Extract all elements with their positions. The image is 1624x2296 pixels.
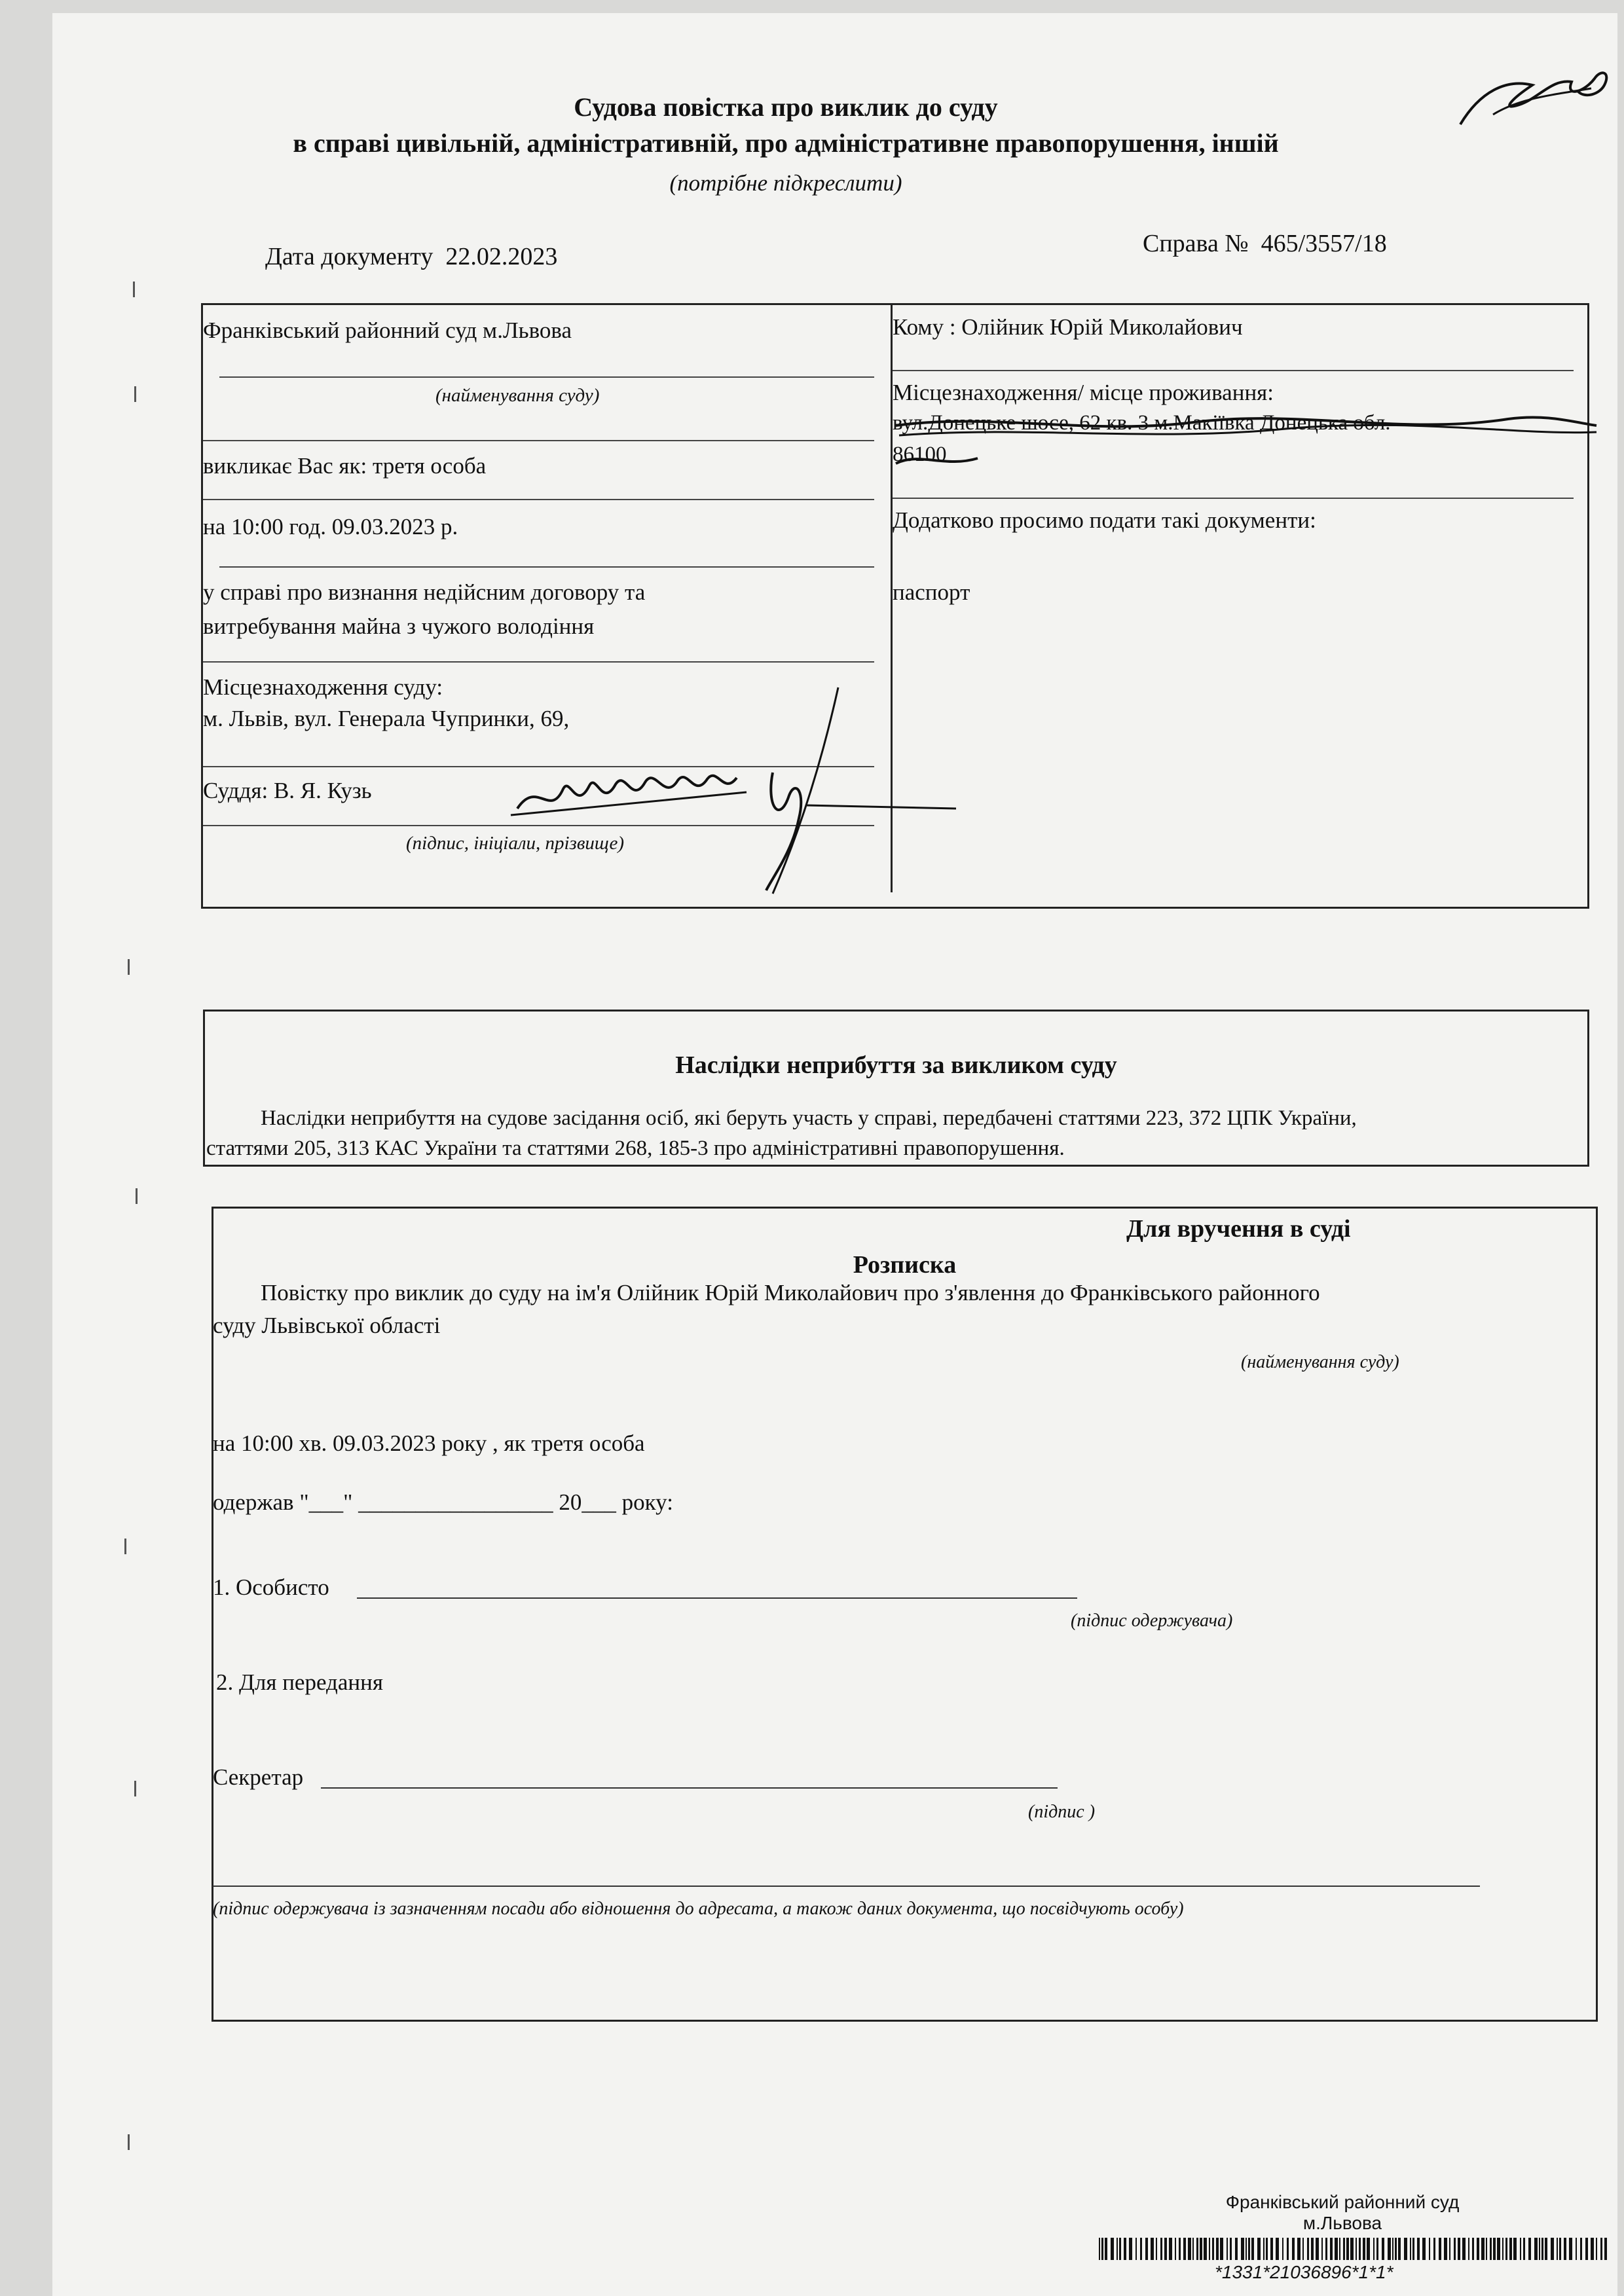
barcode-bar <box>1311 2238 1314 2260</box>
barcode-bar <box>1248 2238 1250 2260</box>
barcode-bar <box>1350 2238 1354 2260</box>
residence-label: Місцезнаходження/ місце проживання: <box>893 380 1274 405</box>
barcode-bar <box>1541 2238 1543 2260</box>
barcode-bar <box>1235 2238 1238 2260</box>
case-label: Справа № <box>1143 230 1249 257</box>
barcode-bar <box>1257 2238 1261 2260</box>
consequences-title: Наслідки неприбуття за викликом суду <box>675 1051 1117 1079</box>
barcode-bar <box>1520 2238 1521 2260</box>
barcode-bar <box>1204 2238 1207 2260</box>
barcode-bar <box>1307 2238 1309 2260</box>
barcode-bar <box>1246 2238 1247 2260</box>
barcode-bar <box>1321 2238 1323 2260</box>
barcode-bar <box>1212 2238 1214 2260</box>
court-name-line <box>219 376 874 378</box>
document-title: Судова повістка про виклик до суду <box>574 92 998 122</box>
margin-mark <box>128 2134 130 2150</box>
barcode-bar <box>1183 2238 1186 2260</box>
barcode-bar <box>1160 2238 1162 2260</box>
barcode-bar <box>1343 2238 1345 2260</box>
barcode-bar <box>1129 2238 1132 2260</box>
barcode-bar <box>1557 2238 1558 2260</box>
separator-line <box>203 661 874 663</box>
barcode-bar <box>1099 2238 1100 2260</box>
residence-address-line1: вул.Донецьке шосе, 62 кв. 3 м.Макіївка Донецька обл. <box>893 411 1391 435</box>
barcode-bar <box>1551 2238 1554 2260</box>
signature-caption: (підпис, ініціали, прізвище) <box>406 833 625 854</box>
barcode-bar <box>1276 2238 1279 2260</box>
barcode-bar <box>1151 2238 1154 2260</box>
barcode-bar <box>1490 2238 1492 2260</box>
receiver-signature-caption: (підпис одержувача із зазначенням посади або відношення до адресата, а також даних документа, що посвідчують особу) <box>213 1899 1184 1919</box>
barcode-bar <box>1330 2238 1333 2260</box>
barcode-bar <box>1417 2238 1420 2260</box>
court-location-value: м. Львів, вул. Генерала Чупринки, 69, <box>203 706 570 731</box>
receipt-text-line1: Повістку про виклик до суду на ім'я Олійник Юрій Миколайович про з'явлення до Франківського районного <box>261 1280 1320 1305</box>
separator-line <box>203 499 874 500</box>
barcode-bar <box>1263 2238 1264 2260</box>
barcode-bar <box>1585 2238 1588 2260</box>
barcode-bar <box>1600 2238 1602 2260</box>
document-page <box>52 13 1617 2296</box>
barcode-bar <box>1395 2238 1397 2260</box>
barcode-bar <box>1227 2238 1228 2260</box>
stamp-court-line1: Франківський районний суд <box>1225 2192 1460 2212</box>
additional-docs-label: Додатково просимо подати такі документи: <box>893 507 1316 533</box>
received-date-line: одержав "___" _________________ 20___ року: <box>213 1489 673 1515</box>
document-subtitle: в справі цивільній, адміністративній, про адміністративне правопорушення, іншій <box>293 128 1279 158</box>
barcode-bar <box>1292 2238 1295 2260</box>
personal-signature-caption: (підпис одержувача) <box>1071 1611 1233 1631</box>
date-value: 22.02.2023 <box>445 243 558 270</box>
consequences-text-line2: статтями 205, 313 КАС України та статтями 268, 185-3 про адміністративні правопорушення. <box>206 1137 1065 1160</box>
barcode-bar <box>1505 2238 1507 2260</box>
barcode-bar <box>1156 2238 1157 2260</box>
barcode-bar <box>1209 2238 1210 2260</box>
barcode-bar <box>1367 2238 1370 2260</box>
residence-address-line2: 86100 <box>893 443 947 466</box>
margin-mark <box>128 959 130 975</box>
barcode-bar <box>1287 2238 1289 2260</box>
additional-docs-value: паспорт <box>893 579 970 605</box>
barcode-bar <box>1477 2238 1479 2260</box>
receipt-court-caption: (найменування суду) <box>1241 1352 1399 1372</box>
case-value: 465/3557/18 <box>1261 230 1387 257</box>
barcode-bar <box>1502 2238 1504 2260</box>
barcode-bar <box>1481 2238 1485 2260</box>
barcode-bar <box>1412 2238 1414 2260</box>
transfer-label: 2. Для передання <box>216 1669 383 1695</box>
barcode-bar <box>1486 2238 1487 2260</box>
barcode-bar <box>1266 2238 1268 2260</box>
separator-line <box>893 498 1574 499</box>
barcode-bar <box>1576 2238 1577 2260</box>
barcode-bar <box>1359 2238 1361 2260</box>
separator-line <box>893 370 1574 371</box>
barcode-bar <box>1111 2238 1114 2260</box>
barcode-bar <box>1241 2238 1244 2260</box>
barcode-bar <box>1569 2238 1572 2260</box>
barcode-bar <box>1439 2238 1441 2260</box>
barcode-bar <box>1316 2238 1319 2260</box>
receipt-text-line2: суду Львівської області <box>213 1313 441 1338</box>
barcode-bar <box>1392 2238 1393 2260</box>
barcode-bar <box>1382 2238 1384 2260</box>
barcode-bar <box>1404 2238 1407 2260</box>
barcode-bar <box>1449 2238 1450 2260</box>
barcode-bar <box>1458 2238 1460 2260</box>
barcode-bar <box>1523 2238 1525 2260</box>
personal-receipt-label: 1. Особисто <box>213 1575 329 1600</box>
barcode-bar <box>1200 2238 1202 2260</box>
barcode-bar <box>1179 2238 1181 2260</box>
barcode-bar <box>1135 2238 1137 2260</box>
secretary-signature-line <box>321 1787 1058 1789</box>
personal-signature-line <box>357 1597 1077 1599</box>
barcode-bar <box>1325 2238 1327 2260</box>
barcode-bar <box>1429 2238 1430 2260</box>
secretary-signature-caption: (підпис ) <box>1028 1802 1096 1822</box>
barcode-bar <box>1196 2238 1198 2260</box>
barcode-bar <box>1282 2238 1283 2260</box>
barcode-bar <box>1169 2238 1172 2260</box>
barcode-bar <box>1422 2238 1426 2260</box>
barcode-bar <box>1335 2238 1338 2260</box>
barcode-bar <box>1145 2238 1148 2260</box>
receiver-signature-line <box>213 1886 1480 1887</box>
judge-name: Суддя: В. Я. Кузь <box>203 778 372 803</box>
barcode-bar <box>1116 2238 1118 2260</box>
barcode-bar <box>1388 2238 1391 2260</box>
barcode-bar <box>1534 2238 1538 2260</box>
barcode <box>1099 2238 1610 2260</box>
barcode-bar <box>1493 2238 1496 2260</box>
stamp-court-line2: м.Львова <box>1302 2213 1382 2233</box>
barcode-bar <box>1376 2238 1378 2260</box>
receipt-time-line: на 10:00 хв. 09.03.2023 року , як третя особа <box>213 1430 645 1456</box>
barcode-bar <box>1140 2238 1142 2260</box>
barcode-bar <box>1339 2238 1340 2260</box>
barcode-bar <box>1580 2238 1582 2260</box>
barcode-bar <box>1444 2238 1447 2260</box>
barcode-bar <box>1105 2238 1107 2260</box>
barcode-bar <box>1545 2238 1547 2260</box>
barcode-bar <box>1216 2238 1219 2260</box>
barcode-bar <box>1410 2238 1411 2260</box>
separator-line <box>203 440 874 441</box>
barcode-bar <box>1101 2238 1103 2260</box>
barcode-bar <box>1192 2238 1194 2260</box>
court-location-label: Місцезнаходження суду: <box>203 674 443 700</box>
barcode-bar <box>1454 2238 1456 2260</box>
court-name: Франківський районний суд м.Львова <box>203 318 572 343</box>
barcode-bar <box>1124 2238 1126 2260</box>
barcode-bar <box>1363 2238 1365 2260</box>
underline-note: (потрібне підкреслити) <box>669 170 902 196</box>
barcode-bar <box>1346 2238 1349 2260</box>
barcode-bar <box>1188 2238 1191 2260</box>
document-date <box>265 242 557 271</box>
barcode-bar <box>1270 2238 1273 2260</box>
case-subject-line1: у справі про визнання недійсним договору та <box>203 579 646 605</box>
barcode-bar <box>1509 2238 1512 2260</box>
barcode-bar <box>1356 2238 1357 2260</box>
secretary-label: Секретар <box>213 1764 304 1790</box>
barcode-bar <box>1564 2238 1566 2260</box>
barcode-bar <box>1528 2238 1531 2260</box>
barcode-bar <box>1297 2238 1301 2260</box>
margin-mark <box>134 386 136 402</box>
case-number <box>1143 229 1387 258</box>
barcode-bar <box>1591 2238 1594 2260</box>
barcode-bar <box>1119 2238 1121 2260</box>
margin-mark <box>136 1188 138 1204</box>
barcode-bar <box>1398 2238 1401 2260</box>
barcode-bar <box>1302 2238 1304 2260</box>
barcode-bar <box>1373 2238 1375 2260</box>
barcode-bar <box>1251 2238 1254 2260</box>
barcode-bar <box>1513 2238 1517 2260</box>
recipient: Кому : Олійник Юрій Миколайович <box>893 314 1243 340</box>
margin-mark <box>124 1539 126 1554</box>
barcode-bar <box>1497 2238 1500 2260</box>
summons-role: викликає Вас як: третя особа <box>203 453 487 479</box>
barcode-bar <box>1472 2238 1474 2260</box>
separator-line <box>219 566 874 568</box>
barcode-bar <box>1596 2238 1597 2260</box>
barcode-bar <box>1559 2238 1561 2260</box>
barcode-bar <box>1539 2238 1540 2260</box>
barcode-bar <box>1175 2238 1176 2260</box>
barcode-bar <box>1604 2238 1607 2260</box>
barcode-bar <box>1164 2238 1167 2260</box>
date-label: Дата документу <box>265 243 434 270</box>
receipt-title: Розписка <box>853 1251 957 1279</box>
barcode-text: *1331*21036896*1*1* <box>1215 2262 1393 2282</box>
judge-signature <box>498 668 969 903</box>
barcode-bar <box>1468 2238 1469 2260</box>
consequences-text-line1: Наслідки неприбуття на судове засідання осіб, які беруть участь у справі, передбачені статтями 223, 372 ЦПК України, <box>261 1106 1357 1130</box>
barcode-bar <box>1462 2238 1466 2260</box>
hearing-time: на 10:00 год. 09.03.2023 р. <box>203 514 458 539</box>
case-subject-line2: витребування майна з чужого володіння <box>203 613 595 639</box>
for-court-delivery: Для вручення в суді <box>1126 1215 1351 1243</box>
barcode-bar <box>1433 2238 1435 2260</box>
barcode-bar <box>1220 2238 1223 2260</box>
address-scribble <box>893 406 1600 478</box>
barcode-bar <box>1230 2238 1232 2260</box>
margin-mark <box>134 1781 136 1796</box>
court-name-caption: (найменування суду) <box>435 385 600 406</box>
margin-mark <box>133 282 135 297</box>
